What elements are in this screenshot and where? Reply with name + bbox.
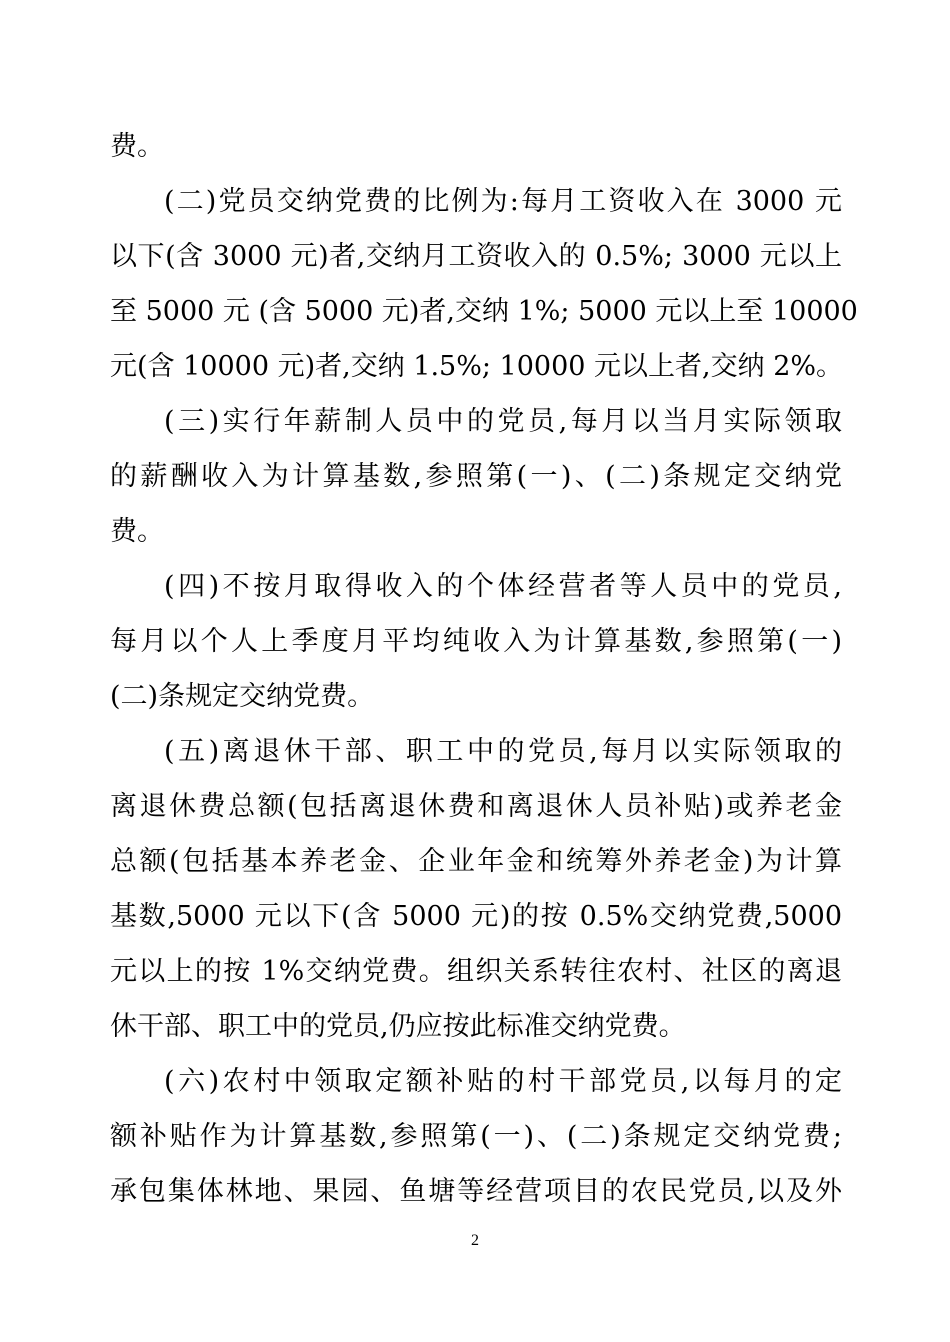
text-line: (二)党员交纳党费的比例为:每月工资收入在 3000 元 [164, 186, 842, 217]
text-line: (四)不按月取得收入的个体经营者等人员中的党员, [164, 571, 842, 602]
text-line: 基数,5000 元以下(含 5000 元)的按 0.5%交纳党费,5000 [110, 901, 842, 932]
text-line: (六)农村中领取定额补贴的村干部党员,以每月的定 [164, 1066, 842, 1097]
text-line: 额补贴作为计算基数,参照第(一)、(二)条规定交纳党费; [110, 1121, 842, 1152]
text-line: (二)条规定交纳党费。 [110, 681, 375, 712]
text-line: (五)离退休干部、职工中的党员,每月以实际领取的 [164, 736, 842, 767]
text-line: (三)实行年薪制人员中的党员,每月以当月实际领取 [164, 406, 842, 437]
page-number: 2 [471, 1232, 479, 1249]
text-line: 元以上的按 1%交纳党费。组织关系转往农村、社区的离退 [110, 956, 842, 987]
text-line: 元(含 10000 元)者,交纳 1.5%; 10000 元以上者,交纳 2%。 [110, 351, 844, 382]
text-line: 每月以个人上季度月平均纯收入为计算基数,参照第(一) [110, 626, 842, 657]
text-line: 离退休费总额(包括离退休费和离退休人员补贴)或养老金 [110, 791, 842, 822]
body-text [110, 119, 858, 1219]
text-line: 的薪酬收入为计算基数,参照第(一)、(二)条规定交纳党 [110, 461, 842, 492]
text-line: 以下(含 3000 元)者,交纳月工资收入的 0.5%; 3000 元以上 [110, 241, 842, 272]
text-line: 总额(包括基本养老金、企业年金和统筹外养老金)为计算 [110, 846, 842, 877]
text-line: 费。 [110, 131, 164, 162]
text-line: 承包集体林地、果园、鱼塘等经营项目的农民党员,以及外 [110, 1176, 842, 1207]
text-line: 至 5000 元 (含 5000 元)者,交纳 1%; 5000 元以上至 10000 [110, 296, 858, 327]
text-line: 费。 [110, 516, 164, 547]
text-line: 休干部、职工中的党员,仍应按此标准交纳党费。 [110, 1011, 686, 1042]
